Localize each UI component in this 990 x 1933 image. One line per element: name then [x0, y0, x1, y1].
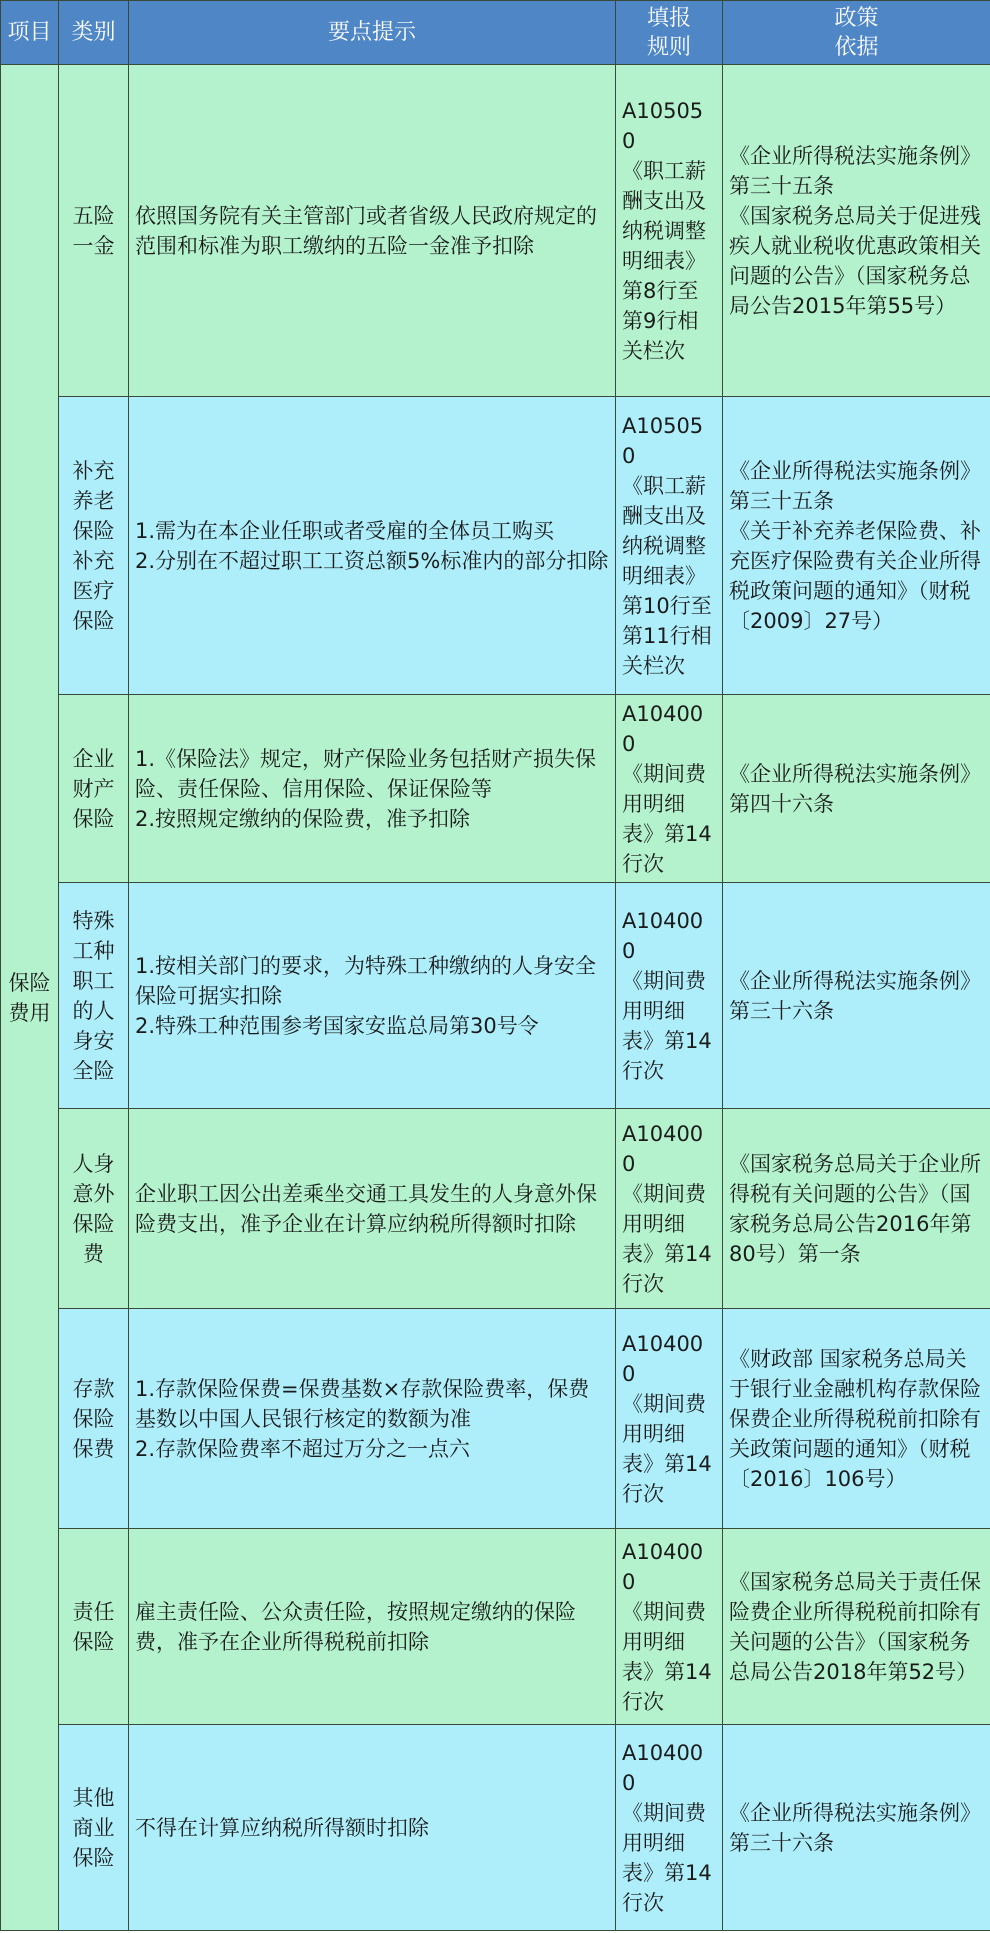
points-cell: 依照国务院有关主管部门或者省级人民政府规定的范围和标准为职工缴纳的五险一金准予扣除	[129, 65, 616, 397]
table-row	[1, 1109, 990, 1309]
category-cell: 补充 养老 保险 补充 医疗 保险	[59, 397, 129, 695]
basis-cell: 《国家税务总局关于责任保险费企业所得税税前扣除有关问题的公告》（国家税务总局公告2018年第52号）	[723, 1529, 990, 1725]
points-cell: 1.需为在本企业任职或者受雇的全体员工购买 2.分别在不超过职工工资总额5%标准内的部分扣除	[129, 397, 616, 695]
header-rules: 填报 规则	[616, 1, 723, 65]
category-cell: 特殊 工种 职工 的人 身安 全险	[59, 883, 129, 1109]
category-cell: 企业 财产 保险	[59, 695, 129, 883]
rules-cell: A105050 《职工薪酬支出及纳税调整明细表》第10行至第11行相关栏次	[616, 397, 723, 695]
table-row	[1, 695, 990, 883]
rules-cell: A104000 《期间费用明细表》第14行次	[616, 1725, 723, 1931]
points-cell: 雇主责任险、公众责任险，按照规定缴纳的保险费，准予在企业所得税税前扣除	[129, 1529, 616, 1725]
table-row	[1, 1529, 990, 1725]
table-row	[1, 65, 990, 397]
points-cell: 1.《保险法》规定，财产保险业务包括财产损失保险、责任保险、信用保险、保证保险等 2.按照规定缴纳的保险费，准予扣除	[129, 695, 616, 883]
header-row	[1, 1, 990, 65]
points-cell: 不得在计算应纳税所得额时扣除	[129, 1725, 616, 1931]
rules-cell: A104000 《期间费用明细表》第14行次	[616, 1309, 723, 1529]
table-row	[1, 397, 990, 695]
category-cell: 五险 一金	[59, 65, 129, 397]
header-category: 类别	[59, 1, 129, 65]
basis-cell: 《企业所得税法实施条例》第三十六条	[723, 1725, 990, 1931]
table-row	[1, 1309, 990, 1529]
basis-cell: 《企业所得税法实施条例》第三十六条	[723, 883, 990, 1109]
points-cell: 企业职工因公出差乘坐交通工具发生的人身意外保险费支出，准予企业在计算应纳税所得额时扣除	[129, 1109, 616, 1309]
points-cell: 1.按相关部门的要求，为特殊工种缴纳的人身安全保险可据实扣除 2.特殊工种范围参考国家安监总局第30号令	[129, 883, 616, 1109]
category-cell: 人身 意外 保险 费	[59, 1109, 129, 1309]
points-cell: 1.存款保险保费=保费基数×存款保险费率，保费基数以中国人民银行核定的数额为准 2.存款保险费率不超过万分之一点六	[129, 1309, 616, 1529]
rules-cell: A104000 《期间费用明细表》第14行次	[616, 883, 723, 1109]
header-points: 要点提示	[129, 1, 616, 65]
rules-cell: A104000 《期间费用明细表》第14行次	[616, 1529, 723, 1725]
header-basis: 政策 依据	[723, 1, 990, 65]
table-row	[1, 883, 990, 1109]
header-project: 项目	[1, 1, 59, 65]
category-cell: 存款 保险 保费	[59, 1309, 129, 1529]
basis-cell: 《企业所得税法实施条例》第三十五条 《国家税务总局关于促进残疾人就业税收优惠政策相关问题的公告》（国家税务总局公告2015年第55号）	[723, 65, 990, 397]
basis-cell: 《企业所得税法实施条例》第四十六条	[723, 695, 990, 883]
rules-cell: A105050 《职工薪酬支出及纳税调整明细表》第8行至第9行相关栏次	[616, 65, 723, 397]
project-cell: 保险 费用	[1, 65, 59, 1931]
rules-cell: A104000 《期间费用明细表》第14行次	[616, 695, 723, 883]
basis-cell: 《财政部 国家税务总局关于银行业金融机构存款保险保费企业所得税税前扣除有关政策问题的通知》（财税〔2016〕106号）	[723, 1309, 990, 1529]
category-cell: 其他 商业 保险	[59, 1725, 129, 1931]
category-cell: 责任 保险	[59, 1529, 129, 1725]
rules-cell: A104000 《期间费用明细表》第14行次	[616, 1109, 723, 1309]
basis-cell: 《企业所得税法实施条例》第三十五条 《关于补充养老保险费、补充医疗保险费有关企业所得税政策问题的通知》（财税〔2009〕27号）	[723, 397, 990, 695]
table-row	[1, 1725, 990, 1931]
basis-cell: 《国家税务总局关于企业所得税有关问题的公告》（国家税务总局公告2016年第80号）第一条	[723, 1109, 990, 1309]
